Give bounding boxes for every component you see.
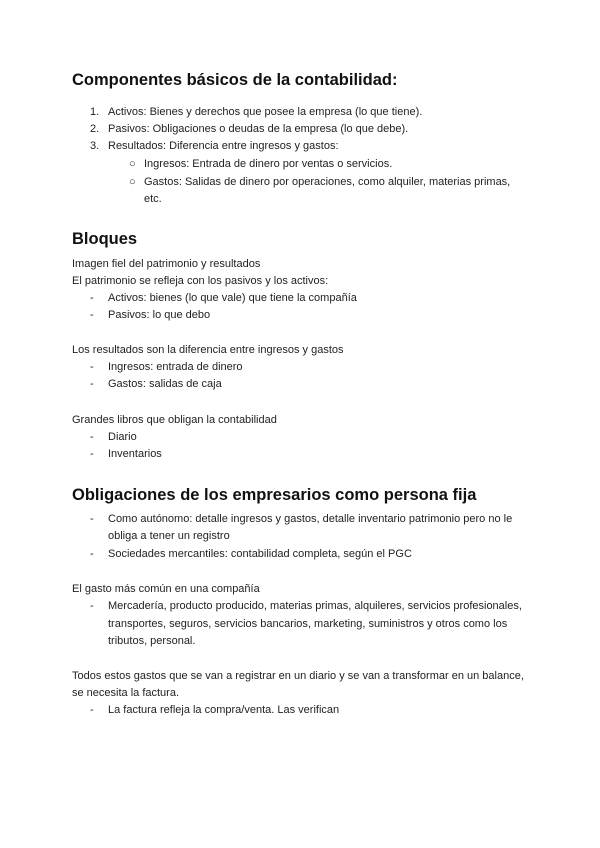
list-item-continuation: obliga a tener un registro bbox=[108, 530, 230, 542]
dash-bullet: - bbox=[90, 378, 94, 390]
list-item: Resultados: Diferencia entre ingresos y gastos: bbox=[108, 140, 339, 152]
list-item: Como autónomo: detalle ingresos y gastos, detalle inventario patrimonio pero no le bbox=[108, 513, 513, 525]
circle-bullet-icon: ○ bbox=[129, 176, 136, 188]
heading-bloques: Bloques bbox=[72, 230, 138, 248]
paragraph: Imagen fiel del patrimonio y resultados bbox=[72, 258, 261, 270]
dash-bullet: - bbox=[90, 431, 94, 443]
list-item-continuation: tributos, personal. bbox=[108, 635, 196, 647]
list-number: 2. bbox=[90, 123, 100, 135]
list-item: Activos: Bienes y derechos que posee la empresa (lo que tiene). bbox=[108, 106, 423, 118]
list-item-continuation: transportes, seguros, servicios bancarios, marketing, suministros y otros como los bbox=[108, 618, 508, 630]
paragraph-continuation: se necesita la factura. bbox=[72, 687, 180, 699]
heading-obligaciones: Obligaciones de los empresarios como persona fija bbox=[72, 486, 477, 504]
heading-componentes: Componentes básicos de la contabilidad: bbox=[72, 71, 398, 89]
list-number: 1. bbox=[90, 106, 100, 118]
dash-bullet: - bbox=[90, 600, 94, 612]
paragraph: Grandes libros que obligan la contabilidad bbox=[72, 414, 277, 426]
list-item: Activos: bienes (lo que vale) que tiene la compañía bbox=[108, 292, 357, 304]
dash-bullet: - bbox=[90, 361, 94, 373]
list-item: La factura refleja la compra/venta. Las verifican bbox=[108, 704, 340, 716]
sub-list-item: Ingresos: Entrada de dinero por ventas o servicios. bbox=[144, 158, 393, 170]
list-item: Gastos: salidas de caja bbox=[108, 378, 222, 390]
list-item: Diario bbox=[108, 431, 137, 443]
list-item: Ingresos: entrada de dinero bbox=[108, 361, 243, 373]
sub-list-item: Gastos: Salidas de dinero por operaciones, como alquiler, materias primas, bbox=[144, 176, 511, 188]
sub-list-item-continuation: etc. bbox=[144, 193, 162, 205]
paragraph: El patrimonio se refleja con los pasivos y los activos: bbox=[72, 275, 329, 287]
dash-bullet: - bbox=[90, 548, 94, 560]
dash-bullet: - bbox=[90, 292, 94, 304]
list-item: Inventarios bbox=[108, 448, 162, 460]
list-item: Pasivos: lo que debo bbox=[108, 309, 211, 321]
list-number: 3. bbox=[90, 140, 100, 152]
paragraph: El gasto más común en una compañía bbox=[72, 583, 260, 595]
list-item: Sociedades mercantiles: contabilidad completa, según el PGC bbox=[108, 548, 412, 560]
paragraph: Los resultados son la diferencia entre ingresos y gastos bbox=[72, 344, 344, 356]
circle-bullet-icon: ○ bbox=[129, 158, 136, 170]
list-item: Mercadería, producto producido, materias primas, alquileres, servicios profesionales, bbox=[108, 600, 522, 612]
dash-bullet: - bbox=[90, 704, 94, 716]
paragraph: Todos estos gastos que se van a registrar en un diario y se van a transformar en un balance, bbox=[72, 670, 524, 682]
dash-bullet: - bbox=[90, 513, 94, 525]
dash-bullet: - bbox=[90, 309, 94, 321]
list-item: Pasivos: Obligaciones o deudas de la empresa (lo que debe). bbox=[108, 123, 409, 135]
dash-bullet: - bbox=[90, 448, 94, 460]
